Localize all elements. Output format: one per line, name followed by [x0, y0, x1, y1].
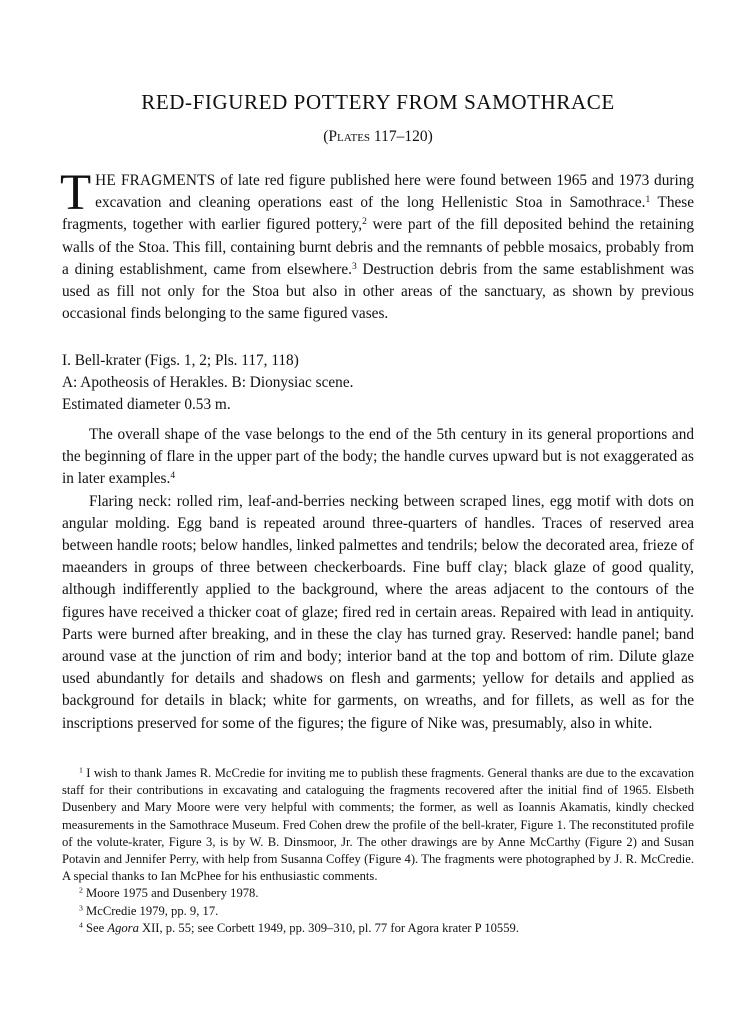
plates-reference — [62, 128, 694, 146]
footnote-ref-1: 1 — [645, 195, 651, 205]
catalog-entry — [62, 350, 694, 416]
footnote-3-number: 3 — [79, 903, 83, 913]
catalog-subjects: A: Apotheosis of Herakles. B: Dionysiac scene. — [62, 374, 354, 391]
catalog-heading: I. Bell-krater (Figs. 1, 2; Pls. 117, 118) — [62, 352, 299, 369]
intro-paragraph — [60, 165, 694, 325]
plates-range: 117–120) — [370, 128, 433, 145]
body-text — [62, 424, 694, 735]
body-paragraph-1 — [62, 424, 694, 491]
footnote-1-number: 1 — [79, 765, 83, 775]
footnote-1 — [62, 765, 694, 885]
catalog-diameter: Estimated diameter 0.53 m. — [62, 396, 231, 413]
footnotes — [62, 765, 694, 937]
intro-text-1: of late red figure published here were found between 1965 and 1973 during excavation and cleaning operations east of the long Hellenistic Stoa in Samothrace. — [95, 172, 694, 212]
footnote-4-pre: See — [82, 920, 108, 935]
plates-open: ( — [323, 128, 329, 145]
footnote-3 — [62, 903, 694, 920]
intro-text-4: Destruction debris from the same establishment was used as fill not only for the Stoa but also in other areas of the sanctuary, as shown by previous occasional finds belonging to the same figured vases. — [62, 260, 694, 323]
footnote-ref-3: 3 — [351, 261, 357, 272]
drop-cap: T — [60, 165, 92, 221]
footnote-4-number: 4 — [79, 920, 83, 930]
footnote-2-number: 2 — [79, 886, 83, 896]
plates-label: Plates — [328, 128, 371, 145]
footnote-ref-4: 4 — [170, 471, 176, 482]
intro-text-3: were part of the fill deposited behind the retaining walls of the Stoa. This fill, containing burnt debris and the remnants of pebble mosaics, probably from a dining establishment, came from elsewhere. — [62, 216, 694, 278]
footnote-4-italic: Agora — [107, 920, 139, 935]
footnote-2-text: Moore 1975 and Dusenbery 1978. — [82, 886, 259, 901]
footnote-4-text: XII, p. 55; see Corbett 1949, pp. 309–310, pl. 77 for Agora krater P 10559. — [138, 920, 519, 935]
page-title: RED-FIGURED POTTERY FROM SAMOTHRACE — [141, 90, 615, 114]
footnote-4 — [62, 920, 694, 937]
intro-text-2: These fragments, together with earlier figured pottery, — [62, 194, 694, 234]
footnote-1-text: I wish to thank James R. McCredie for inviting me to publish these fragments. General thanks are due to the excavation staff for their contributions in excavating and cataloguing the fragments recovered after the initial find of 1965. Elsbeth Dusenbery and Mary Moore were very helpful with comments; the former, as well as Ioannis Akamatis, kindly checked measurements in the Samothrace Museum. Fred Cohen drew the profile of the bell-krater, Figure 1. The reconstituted profile of the volute-krater, Figure 3, is by W. B. Dinsmoor, Jr. The other drawings are by Anne McCarthy (Figure 2) and Susan Potavin and Jennifer Perry, with help from Susanna Coffey (Figure 4). The fragments were photographed by J. R. McCredie. A special thanks to Ian McPhee for his enthusiastic comments. — [62, 766, 694, 884]
intro-lead: HE FRAGMENTS — [95, 172, 216, 189]
body-paragraph-2: Flaring neck: rolled rim, leaf-and-berries necking between scraped lines, egg motif with dots on angular molding. Egg band is repeated around three-quarters of handles. Traces of reserved area between handle roots; below handles, linked palmettes and tendrils; below the decorated area, frieze of maeanders in groups of three between checkerboards. Fine buff clay; black glaze of good quality, although indifferently applied to the background, where the areas adjacent to the contours of the figures have received a thicker coat of glaze; fired red in certain areas. Repaired with lead in antiquity. Parts were burned after breaking, and in these the clay has turned gray. Reserved: handle panel; band around vase at the junction of rim and body; interior band at the top and bottom of rim. Dilute glaze used abundantly for details and shadows on flesh and garments; yellow for details and applied as background for details in black; white for garments, on wreaths, and for fillets, as well as for the inscriptions preserved for some of the figures; the figure of Nike was, presumably, also in white. — [62, 492, 694, 732]
footnote-3-text: McCredie 1979, pp. 9, 17. — [82, 903, 219, 918]
footnote-2 — [62, 885, 694, 902]
footnote-ref-2: 2 — [362, 217, 367, 228]
body-paragraph-1-text: The overall shape of the vase belongs to the end of the 5th century in its general proportions and the beginning of flare in the upper part of the body; the handle curves upward but is not exaggerated as in later examples. — [62, 426, 694, 488]
